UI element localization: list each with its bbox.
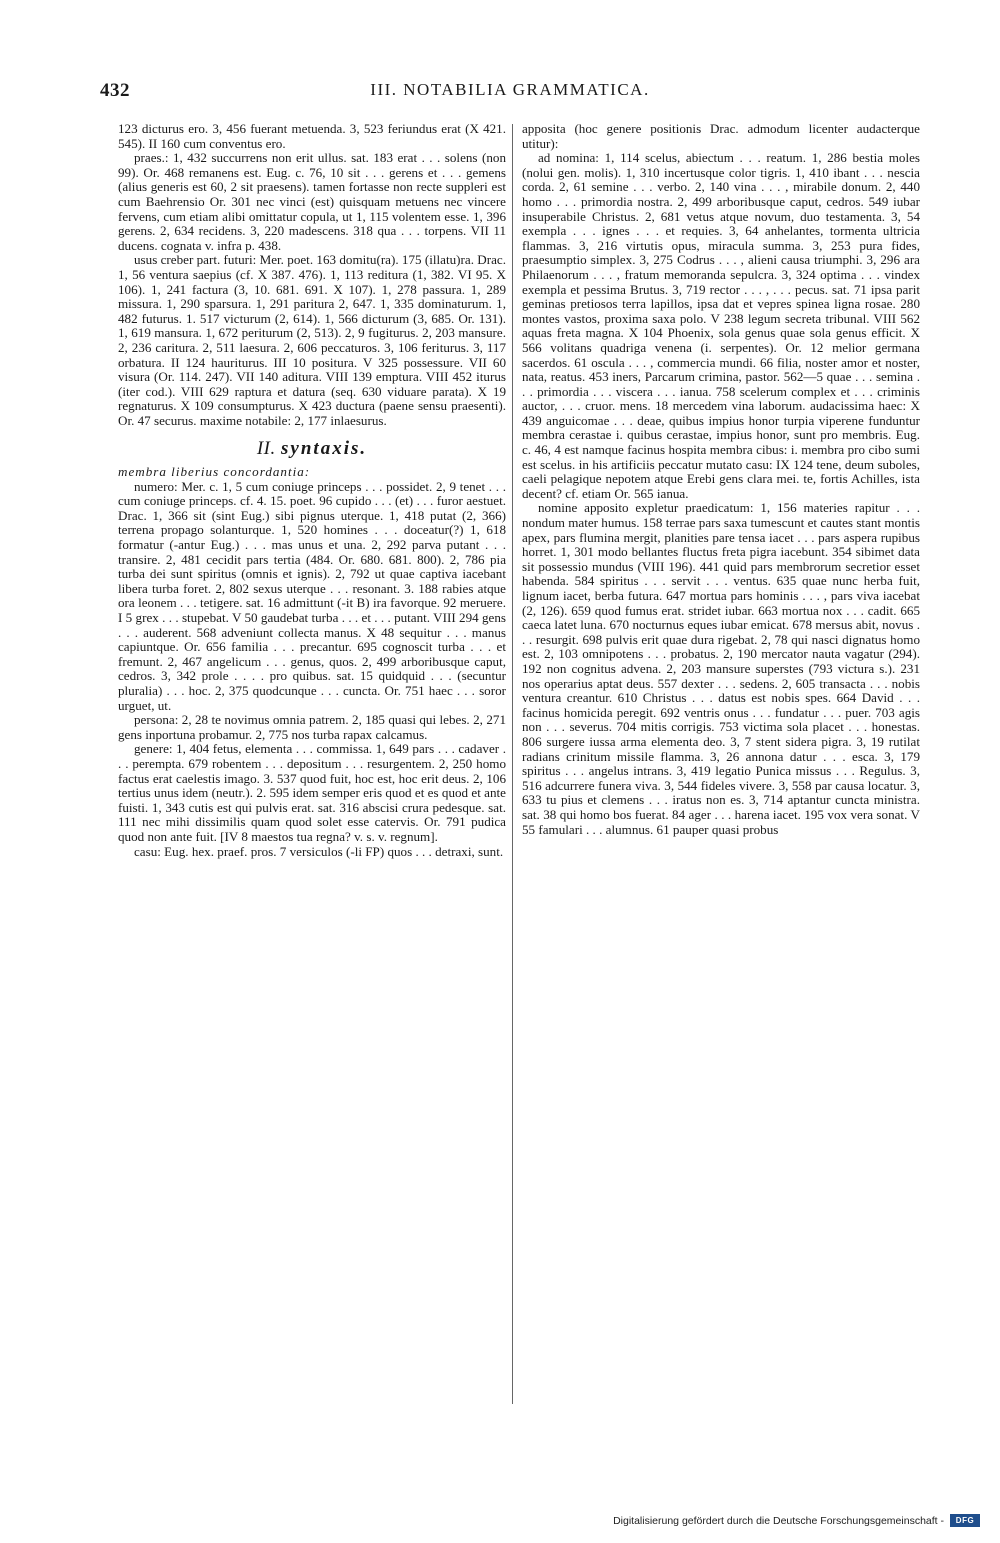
page-number: 432 bbox=[100, 80, 130, 101]
paragraph-persona: persona: 2, 28 te novimus omnia patrem. 2, 185 quasi qui lebes. 2, 271 gens inportuna probamur. 2, 775 nos turba rapax calcamus. bbox=[118, 712, 506, 742]
footer-text: Digitalisierung gefördert durch die Deutsche Forschungsgemeinschaft - bbox=[613, 1514, 944, 1527]
paragraph-praesens: praes.: 1, 432 succurrens non erit ullus. sat. 183 erat . . . solens (non 99). Or. 468 remanens est. Eug. c. 76, 10 sit . . . gerens et . . . gemens (alius generis est 60, 2 sit praesens). tamen fortasse non recte suppleri est cum Baehrensio Or. 301 nec vinci (est) quisquam metuens nec vincere fervens, cum etiam alibi omittatur copula, ut 1, 115 volentem esse. 1, 396 gerens. 2, 634 recidens. 3, 220 madescens. 318 qua . . . torpens. VII 11 ducens. cognata v. infra p. 438. bbox=[118, 150, 506, 253]
paragraph-numero: numero: Mer. c. 1, 5 cum coniuge princeps . . . possidet. 2, 9 tenet . . . cum coniuge princeps. cf. 4. 15. poet. 96 cupido . . . (et) . . . furor aestuet. Drac. 1, 366 sit (sint Eug.) sibi pignus uterque. 1, 418 putat (2, 366) terrena propago solanturque. 1, 520 homines . . . doceatur(?) 1, 618 formatur (-antur Eug.) . . . mas unus et una. 2, 292 parva putant . . . transire. 2, 481 cecidit pars tertia (484. Or. 680. 681. 800). 2, 786 pia turba dei sunt spiritus (omnis et ignis). 2, 792 ut quae captiva iacebant libera turba foret. 2, 802 sexus uterque . . . resonant. 3. 188 rabies atque ora leonem . . . tetigere. sat. 16 admittunt (-it B) ira favorque. 92 meruere. I 5 grex . . . stupebat. V 50 gaudebat turba . . . et . . . putant. VIII 294 gens . . . auderent. 568 adveniunt collecta manus. X 48 sequitur . . . manus capiuntque. Or. 656 familia . . . precantur. 695 cognoscit turba . . . et fremunt. 2, 467 angelicum . . . genus, quos. 2, 499 arboribusque caput, cedros. 3, 342 prole . . . . pro quibus. sat. 15 quidquid . . . (secuntur pluralia) . . . hoc. 2, 375 quodcunque . . . cuncta. Or. 751 haec . . . soror urguet, ut. bbox=[118, 478, 506, 713]
page-header bbox=[100, 80, 920, 104]
digitization-footer bbox=[613, 1514, 980, 1527]
paragraph-praedicatum: nomine apposito expletur praedicatum: 1, 156 materies rapitur . . . nondum mater humus. 158 terrae pars saxa tumescunt et cautes stant montis apex, pars flumina mergit, planities pare tensa iacet . . . pars aspera rupibus horret. 1, 301 modo bellantes fluctus freta pigra iacebunt. 354 sibimet data sit possessio mundus (VIII 196). 441 quid pars membrorum secretior esset habenda. 584 spiritus . . . servit . . . ventus. 635 quae nunc herba fuit, lignum iacet, berba futura. 647 mortua pars hominis . . . , pars viva iacebat (2, 126). 659 quod fumus erat. stridet iubar. 663 mortua nox . . . cadit. 665 caeca latet luna. 670 nocturnus eques iubar emicat. 678 mersus abit, novus . . . resurgit. 698 pulvis erit quae dura rigebat. 2, 78 qui nasci dignatus homo est. 2, 103 omnipotens . . . probatus. 2, 190 mercator nauta vagatur (294). 192 non cognitus advena. 2, 203 mansure superstes (793 victura s.). 231 nos operarius aptat deus. 557 dexter . . . sedens. 2, 605 transacta . . . nobis ventura creantur. 610 Christus . . . datus est nobis spes. 664 David . . . facinus homicida peregit. 692 ventris onus . . . fundatur . . . puer. 703 agis non . . . severus. 704 mitis corrigis. 753 victima sola placet . . . honestas. 806 surgere iussa arma elementa deo. 3, 7 stent sidera pigra. 3, 19 rutilat radians crinitum missile flamma. 3, 26 annona datur . . . esca. 3, 179 spiritus . . . angelus intrans. 3, 419 legatio Punica missus . . . Regulus. 3, 516 adcurrere funera viva. 3, 544 fideles vivere. 3, 558 par causa locatur. 3, 633 tu pius et clemens . . . iratus non es. 3, 714 aptantur cuncta ministra. sat. 38 qui homo bos fuerat. 84 ager . . . harena iacet. 195 vox vera sonat. V 55 famulari . . . alumnus. 61 pauper quasi probus bbox=[522, 500, 920, 837]
section-heading bbox=[118, 438, 506, 460]
right-column bbox=[522, 122, 920, 837]
paragraph-apposita: apposita (hoc genere positionis Drac. admodum licenter audacterque utitur): bbox=[522, 121, 920, 151]
paragraph-futurum: 123 dicturus ero. 3, 456 fuerant metuenda. 3, 523 feriundus erat (X 421. 545). II 160 cum conventus ero. bbox=[118, 121, 506, 151]
dfg-logo-icon: DFG bbox=[950, 1514, 980, 1527]
paragraph-part-futuri: usus creber part. futuri: Mer. poet. 163 domitu(ra). 175 (illatu)ra. Drac. 1, 56 ventura saepius (cf. X 387. 476). 1, 113 reditura (1, 382. VI 95. X 106). 1, 241 factura (3, 10. 681. 691. X 107). 1, 278 passura. 1, 289 missura. 1, 290 sparsura. 1, 291 paritura 2, 647. 1, 335 dominaturum. 1, 482 futurus. 1. 517 victurum (2, 614). 1, 566 dicturum (3, 685. Or. 131). 1, 619 mansura. 1, 672 periturum (2, 513). 2, 9 fugiturus. 2, 203 mansure. 2, 236 caritura. 2, 511 laesura. 2, 606 peccaturos. 3, 106 feriturus. 3, 117 orbatura. II 124 hauriturus. III 10 positura. V 325 possessure. VII 60 visura (Or. 114. 247). VII 140 aditura. VIII 139 emptura. VIII 452 iturus (iter cod.). VIII 629 raptura et datura (seq. 630 viduare parata). X 19 regnaturus. X 109 consumpturus. X 423 ductura (paene sensu praesenti). Or. 47 securus. maxime notabile: 2, 177 inlaesurus. bbox=[118, 252, 506, 428]
left-column bbox=[118, 122, 506, 859]
running-title: III. NOTABILIA GRAMMATICA. bbox=[370, 80, 650, 99]
section-heading-title: syntaxis. bbox=[281, 438, 368, 460]
section-heading-number: II. bbox=[256, 438, 276, 460]
paragraph-casu: casu: Eug. hex. praef. pros. 7 versiculos (-li FP) quos . . . detraxi, sunt. bbox=[134, 843, 504, 859]
column-divider bbox=[512, 124, 513, 1404]
subheading-membra: membra liberius concordantia: bbox=[118, 464, 311, 480]
paragraph-genere: genere: 1, 404 fetus, elementa . . . commissa. 1, 649 pars . . . cadaver . . . perempta. 679 robentem . . . depositum . . . resurgentem. 2, 250 homo factus erat caelestis imago. 3. 537 quod fuit, hoc est, hoc erit deus. 2, 106 tertius unus idem (neutr.). 2. 595 idem semper eris quod et es quod et ante fuisti. 1, 343 cutis est qui pulvis erat. sat. 316 abscisi crura pedesque. sat. 111 nec mihi dissimilis quam quod solet esse catervis. Or. 791 pudica quod non ante fuit. [IV 8 maestos tua regna? v. s. v. regnum]. bbox=[118, 741, 506, 844]
paragraph-ad-nomina: ad nomina: 1, 114 scelus, abiectum . . . reatum. 1, 286 bestia moles (nolui gen. molis). 1, 310 incertusque color tigris. 1, 410 ibant . . . nescia corda. 2, 61 semine . . . verbo. 2, 140 vina . . . , mirabile donum. 2, 440 homo . . . primordia nostra. 2, 499 arboribusque caput, cedros. 549 iubar insuperabile Christus. 2, 681 vetus atque novum, duo testamenta. 3, 54 exempla . . . ignes . . . et requies. 3, 64 anhelantes, tormenta ultricia flammas. 3, 216 virtutis opus, miracula summa. 3, 253 pura fides, praesumptio simplex. 3, 275 Codrus . . . , alieni causa triumphi. 3, 296 ara Philaenorum . . . , fratum memoranda sepulcra. 3, 324 optima . . . vindex exempla et pessima Brutus. 3, 719 rector . . . , . . . pecus. sat. 71 ipsa parit geminas pretiosos terra lapillos, ipsa dat et vepres spinea ligna rosae. 280 montes vastos, proxima saxa polo. V 238 legum secreta tribunal. VIII 562 aquas freta magna. X 104 Phoenix, sola genus quae sola genus efficit. X 566 volitans quadriga venena (i. serpentes). Or. 12 melior germana sacerdos. 61 oscula . . . , commercia mundi. 66 filia, noster amor et noster, nata, reatus. 453 iners, Parcarum crimina, pastor. 562—5 quae . . . semina . . . primordia . . . viscera . . . ianua. 758 scelerum complex et . . . criminis auctor, . . . cruor. mens. 18 mercedem vina laborum. audacissima haec: X 439 anguicomae . . . deae, quibus impius honor turpia viperene funduntur membra cerastae i. quibus cerastae, impius honor, sunt pro membris. Eug. c. 46, 4 est namque facinus hospita membra cibus: i. membra pro cibo sumi est scelus. in his artificiis peccatur mutato casu: IX 124 tene, deum suboles, caeli pelagique nepotem atque Erebi gens clara mei. te, fortis Achilles, ista decent? cf. etiam Or. 565 ianua. bbox=[522, 150, 920, 501]
